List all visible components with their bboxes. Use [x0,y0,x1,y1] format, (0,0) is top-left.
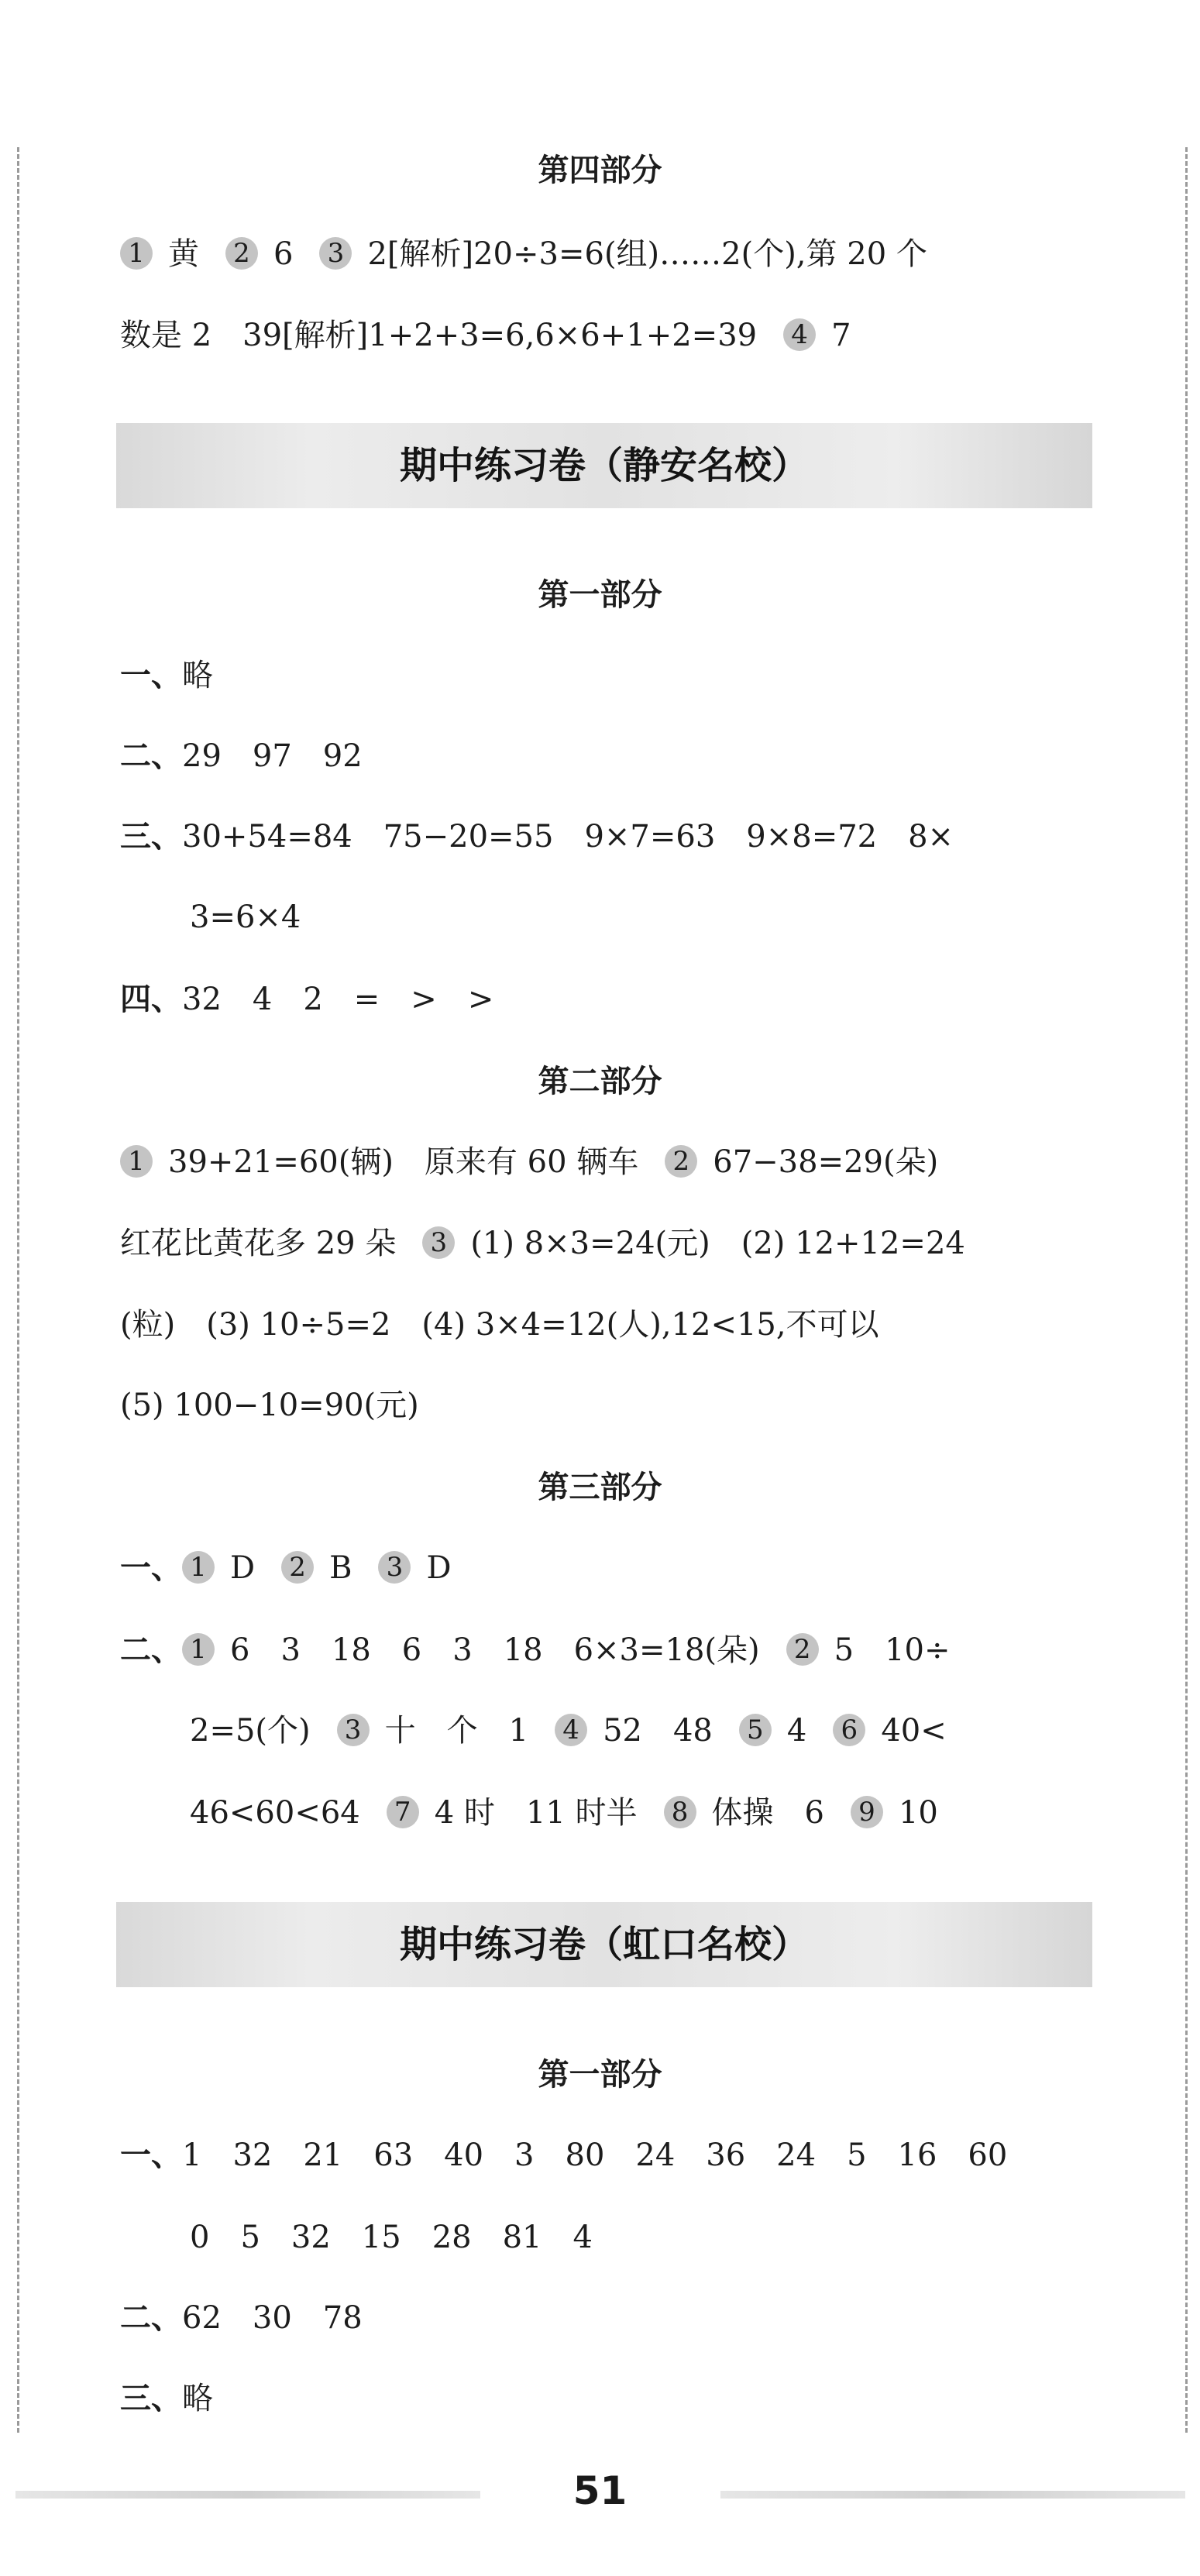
answer-line [120,1302,1092,1348]
answer-line [120,2132,1092,2179]
section-heading-part1: 第一部分 [538,577,662,613]
answer-line [120,652,1092,699]
question-number: 6 [833,1714,865,1746]
answer-line [190,1790,1092,1836]
answer-text: 30+54=84 75−20=55 9×7=63 9×8=72 8× [182,819,954,855]
answer-text: 4 [786,1713,807,1749]
answer-text: 2[解析]20÷3=6(组)……2(个),第 20 个 [367,236,927,272]
question-number: 1 [120,237,153,270]
question-number: 8 [664,1796,696,1828]
item-prefix: 二、 [120,738,182,774]
page-number: 51 [572,2468,628,2513]
question-number: 4 [555,1714,587,1746]
answer-line [120,976,1092,1023]
question-number: 2 [665,1145,697,1178]
answer-text: 1 32 21 63 40 3 80 24 36 24 5 16 60 [182,2137,1008,2173]
question-number: 9 [851,1796,883,1828]
answer-line [190,2214,1092,2261]
answer-line [120,1382,1092,1429]
answer-text: 6 3 18 6 3 18 6×3=18(朵) [230,1632,760,1668]
answer-text: 62 30 78 [182,2300,363,2336]
answer-text: 67−38=29(朵) [713,1144,939,1180]
answer-line [120,733,1092,779]
item-prefix: 一、 [120,658,182,693]
item-prefix: 一、 [120,2137,182,2173]
answer-line [190,1708,1092,1754]
question-number: 3 [319,237,352,270]
question-number: 1 [182,1633,215,1666]
item-prefix: 二、 [120,2300,182,2336]
item-prefix: 三、 [120,819,182,855]
answer-text: D [230,1550,256,1586]
answer-text: 10 [898,1795,938,1831]
answer-text: 32 4 2 = > > [182,982,494,1017]
answer-line [120,231,1092,277]
question-number: 3 [422,1226,455,1259]
answer-line [120,1139,1092,1185]
question-number: 2 [281,1551,314,1584]
answer-text: 46<60<64 [190,1795,360,1831]
section-heading-part3: 第三部分 [538,1470,662,1505]
question-number: 1 [182,1551,215,1584]
question-number: 1 [120,1145,153,1178]
answer-line [120,2295,1092,2341]
answer-text: 3=6×4 [190,899,301,935]
item-prefix: 四、 [120,982,182,1017]
answer-text: 6 [273,236,294,272]
answer-text: 29 97 92 [182,738,363,774]
answer-line [120,2375,1092,2422]
question-number: 7 [387,1796,419,1828]
answer-line [120,813,1092,860]
answer-text: 数是 2 39[解析]1+2+3=6,6×6+1+2=39 [120,318,758,353]
answer-text: 0 5 32 15 28 81 4 [190,2220,593,2255]
question-number: 2 [786,1633,819,1666]
answer-text: 5 10÷ [834,1632,951,1668]
answer-text: 十 个 1 [384,1713,529,1749]
answer-text: 39+21=60(辆) 原来有 60 辆车 [168,1144,639,1180]
question-number: 3 [378,1551,411,1584]
answer-text: 红花比黄花多 29 朵 [120,1226,397,1261]
answer-line [120,1627,1092,1673]
section-heading-part2: 第二部分 [538,1064,662,1099]
answer-line [120,1545,1092,1591]
answer-line [190,894,1092,941]
answer-text: (1) 8×3=24(元) (2) 12+12=24 [470,1226,965,1261]
answer-text: 略 [182,2381,213,2416]
answer-text: 4 时 11 时半 [434,1795,638,1831]
answer-text: 2=5(个) [190,1713,311,1749]
answer-text: 52 48 [603,1713,713,1749]
answer-text: 7 [831,318,851,353]
answer-line [120,312,1092,359]
item-prefix: 一、 [120,1550,182,1586]
answer-text: (5) 100−10=90(元) [120,1388,419,1423]
answer-text: (粒) (3) 10÷5=2 (4) 3×4=12(人),12<15,不可以 [120,1307,879,1343]
answer-text: 体操 6 [711,1795,824,1831]
item-prefix: 二、 [120,1632,182,1668]
exam-banner-hongkou: 期中练习卷（虹口名校） [116,1902,1092,1987]
item-prefix: 三、 [120,2381,182,2416]
section-heading-part1: 第一部分 [538,2057,662,2093]
answer-text: D [426,1550,452,1586]
answer-text: 40< [881,1713,947,1749]
answer-text: 略 [182,658,213,693]
question-number: 2 [225,237,258,270]
question-number: 5 [739,1714,772,1746]
question-number: 4 [783,318,816,351]
answer-line [120,1220,1092,1267]
question-number: 3 [337,1714,370,1746]
section-heading-part4: 第四部分 [538,153,662,188]
answer-text: 黄 [168,236,199,272]
answer-text: B [329,1550,352,1586]
exam-banner-jingan: 期中练习卷（静安名校） [116,423,1092,508]
